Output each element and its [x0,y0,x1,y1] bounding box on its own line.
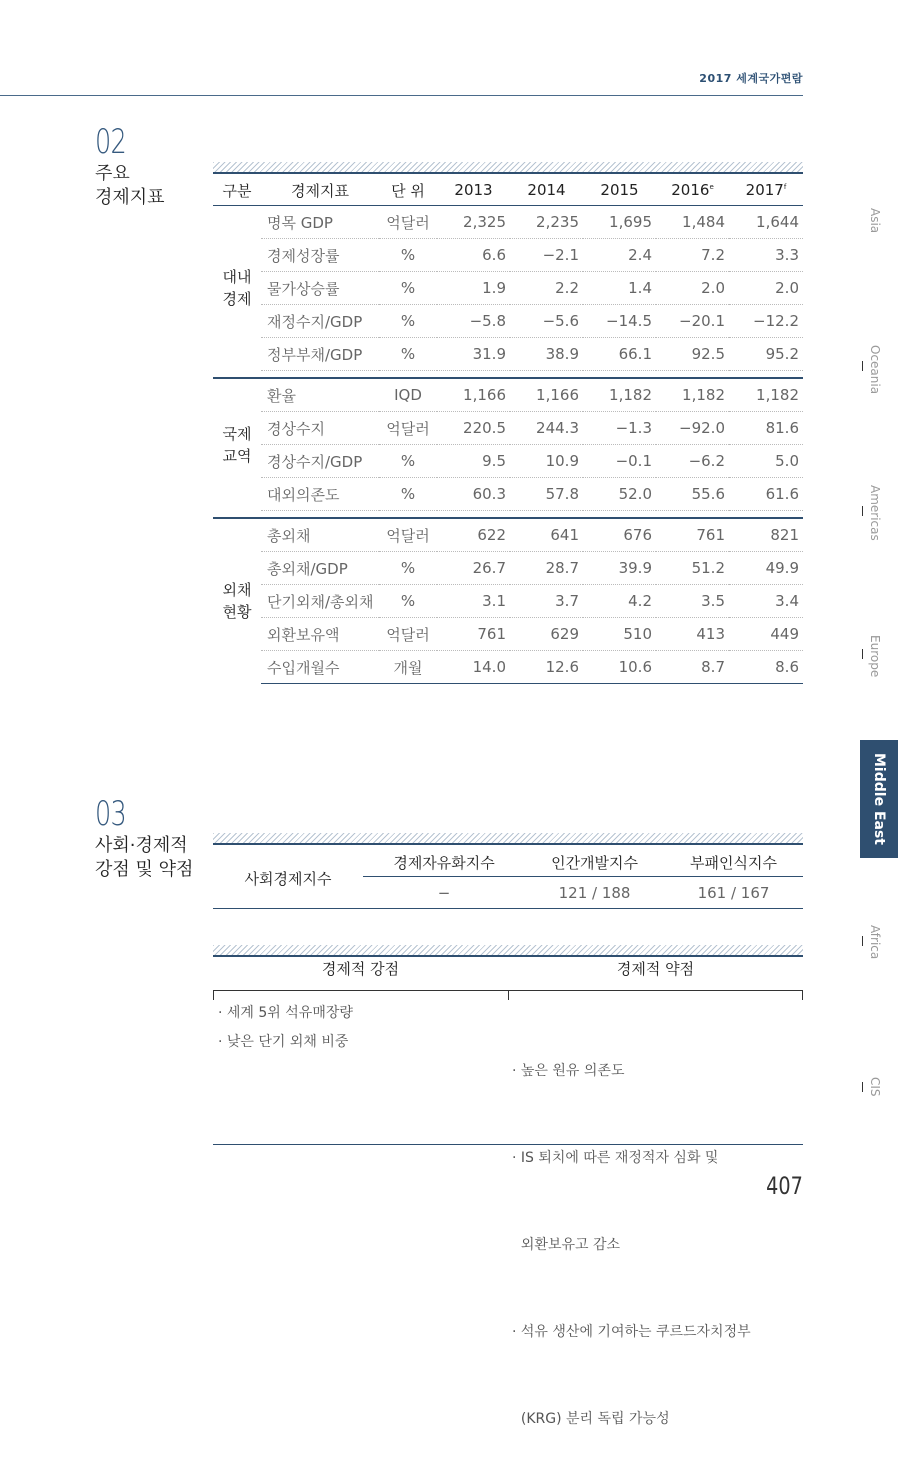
value-cell: 81.6 [729,412,803,445]
value-cell: 60.3 [437,478,510,511]
divider-cell [213,371,803,379]
value-cell: 622 [437,518,510,552]
column-header: 2013 [437,175,510,206]
table-row [213,206,803,239]
value-cell: 2.4 [583,239,656,272]
group-label: 대내 경제 [222,268,252,309]
unit-cell: 개월 [379,651,437,684]
table-row [213,618,803,651]
row-label: 사회경제지수 [213,848,363,909]
side-tick [862,1082,863,1092]
indicator-name: 명목 GDP [261,206,379,239]
column-header: 구분 [213,175,261,206]
table-row [213,412,803,445]
value-cell: 4.2 [583,585,656,618]
weaknesses-title: 경제적 약점 [616,960,695,978]
list-item: · 낮은 단기 외채 비중 [218,1034,349,1050]
indicator-name: 경상수지 [261,412,379,445]
estimate-mark: e [709,183,714,191]
unit-cell: 억달러 [379,412,437,445]
value-cell: 821 [729,518,803,552]
value-cell: 38.9 [510,338,583,371]
value-cell: 3.4 [729,585,803,618]
unit-cell: % [379,552,437,585]
table-row [213,478,803,511]
value-cell: 57.8 [510,478,583,511]
value-cell: 1,695 [583,206,656,239]
value-cell: 676 [583,518,656,552]
header-title: 2017 세계국가편람 [699,72,803,85]
value-cell: 12.6 [510,651,583,684]
table-top-hatch [213,162,803,174]
strengths-list [218,999,503,1057]
index-value: 161 / 167 [664,877,803,909]
group-label: 국제 교역 [222,424,252,465]
side-tick [862,936,863,946]
value-cell: −92.0 [656,412,729,445]
column-header: 경제지표 [261,175,379,206]
value-cell: 95.2 [729,338,803,371]
value-cell: 1,166 [437,378,510,412]
value-cell: 92.5 [656,338,729,371]
section-number: 02 [95,122,126,162]
unit-cell: % [379,272,437,305]
group-divider [213,511,803,519]
value-cell: 1,182 [729,378,803,412]
header-rule [0,95,803,96]
unit-cell: IQD [379,378,437,412]
value-cell: 3.3 [729,239,803,272]
table-header-row [213,175,803,206]
value-cell: 9.5 [437,445,510,478]
index-value: − [363,877,525,909]
value-cell: 10.9 [510,445,583,478]
value-cell: −5.6 [510,305,583,338]
value-cell: −12.2 [729,305,803,338]
value-cell: 2.2 [510,272,583,305]
sw-hatch [213,945,803,957]
unit-cell: 억달러 [379,618,437,651]
value-cell: 52.0 [583,478,656,511]
page-number: 407 [766,1172,803,1200]
indicator-name: 경제성장률 [261,239,379,272]
value-cell: 51.2 [656,552,729,585]
value-cell: −20.1 [656,305,729,338]
value-cell: 413 [656,618,729,651]
side-tick [862,361,863,371]
value-cell: −1.3 [583,412,656,445]
unit-cell: 억달러 [379,518,437,552]
value-cell: 2.0 [656,272,729,305]
value-cell: 7.2 [656,239,729,272]
list-item: (KRG) 분리 독립 가능성 [512,1411,670,1427]
value-cell: −5.8 [437,305,510,338]
unit-cell: 억달러 [379,206,437,239]
value-cell: 6.6 [437,239,510,272]
section-number: 03 [95,794,126,834]
indicator-name: 환율 [261,378,379,412]
value-cell: 61.6 [729,478,803,511]
table-row [213,378,803,412]
value-cell: 39.9 [583,552,656,585]
column-header [729,175,803,206]
column-header: 단 위 [379,175,437,206]
value-cell: 14.0 [437,651,510,684]
value-cell: 641 [510,518,583,552]
value-cell: −0.1 [583,445,656,478]
value-cell: 3.7 [510,585,583,618]
value-cell: −14.5 [583,305,656,338]
side-tab-americas[interactable]: Americas [868,485,882,541]
value-cell: 1,182 [583,378,656,412]
indicator-name: 총외채/GDP [261,552,379,585]
value-cell: 761 [437,618,510,651]
value-cell: 31.9 [437,338,510,371]
indicator-name: 대외의존도 [261,478,379,511]
side-tab-asia[interactable]: Asia [868,208,882,234]
group-label: 외채 현황 [222,581,252,622]
table-row [213,585,803,618]
value-cell: 3.5 [656,585,729,618]
value-cell: −6.2 [656,445,729,478]
list-item: · IS 퇴치에 따른 재정적자 심화 및 [512,1150,719,1166]
column-header: 2014 [510,175,583,206]
value-cell: 1,644 [729,206,803,239]
value-cell: 2,235 [510,206,583,239]
indicator-name: 외환보유액 [261,618,379,651]
value-cell: 629 [510,618,583,651]
indicator-name: 경상수지/GDP [261,445,379,478]
indicator-name: 단기외채/총외채 [261,585,379,618]
column-header: 인간개발지수 [525,848,664,877]
value-cell: 66.1 [583,338,656,371]
side-tab-cis[interactable]: CIS [868,1077,882,1097]
year-label: 2016 [671,181,710,199]
value-cell: 55.6 [656,478,729,511]
value-cell: 49.9 [729,552,803,585]
side-tab-oceania[interactable]: Oceania [868,345,882,395]
unit-cell: % [379,478,437,511]
section-title: 사회·경제적 강점 및 약점 [95,835,194,880]
value-cell: −2.1 [510,239,583,272]
indicator-name: 총외채 [261,518,379,552]
unit-cell: % [379,305,437,338]
value-cell: 3.1 [437,585,510,618]
table-row [213,552,803,585]
social-table-hatch [213,833,803,845]
weaknesses-list [512,999,800,1463]
value-cell: 10.6 [583,651,656,684]
value-cell: 761 [656,518,729,552]
value-cell: 1.4 [583,272,656,305]
table-row [213,305,803,338]
value-cell: 220.5 [437,412,510,445]
value-cell: 5.0 [729,445,803,478]
table-row [213,651,803,684]
indicator-name: 수입개월수 [261,651,379,684]
table-row [213,338,803,371]
unit-cell: % [379,585,437,618]
unit-cell: % [379,239,437,272]
group-divider [213,371,803,379]
year-label: 2017 [745,181,784,199]
side-tick [862,506,863,516]
side-tab-europe[interactable]: Europe [868,635,882,678]
sw-header [213,958,803,979]
value-cell: 1.9 [437,272,510,305]
table-row [213,239,803,272]
section-title: 주요 경제지표 [95,163,165,208]
side-tab-middle-east[interactable]: Middle East [860,740,898,858]
side-tick [862,649,863,659]
unit-cell: % [379,338,437,371]
column-header [656,175,729,206]
column-header: 부패인식지수 [664,848,803,877]
value-cell: 244.3 [510,412,583,445]
value-cell: 1,166 [510,378,583,412]
table-row [213,272,803,305]
value-cell: 510 [583,618,656,651]
index-value: 121 / 188 [525,877,664,909]
sw-bottom-rule [213,1144,803,1145]
value-cell: 2.0 [729,272,803,305]
column-header: 2015 [583,175,656,206]
indicator-name: 정부부채/GDP [261,338,379,371]
list-item: · 높은 원유 의존도 [512,1063,625,1079]
indicator-name: 재정수지/GDP [261,305,379,338]
divider-cell [213,511,803,519]
indicator-name: 물가상승률 [261,272,379,305]
value-cell: 28.7 [510,552,583,585]
list-item: · 세계 5위 석유매장량 [218,1005,353,1021]
value-cell: 2,325 [437,206,510,239]
table-row [213,518,803,552]
value-cell: 26.7 [437,552,510,585]
value-cell: 449 [729,618,803,651]
unit-cell: % [379,445,437,478]
social-index-table [213,848,803,909]
value-cell: 1,484 [656,206,729,239]
economic-indicators-table [213,175,803,684]
value-cell: 8.7 [656,651,729,684]
strengths-title: 경제적 강점 [321,960,400,978]
list-item: 외환보유고 감소 [512,1237,621,1253]
list-item: · 석유 생산에 기여하는 쿠르드자치정부 [512,1324,751,1340]
forecast-mark: f [783,183,787,191]
table-row [213,445,803,478]
value-cell: 8.6 [729,651,803,684]
value-cell: 1,182 [656,378,729,412]
column-header: 경제자유화지수 [363,848,525,877]
side-tab-africa[interactable]: Africa [868,925,882,960]
